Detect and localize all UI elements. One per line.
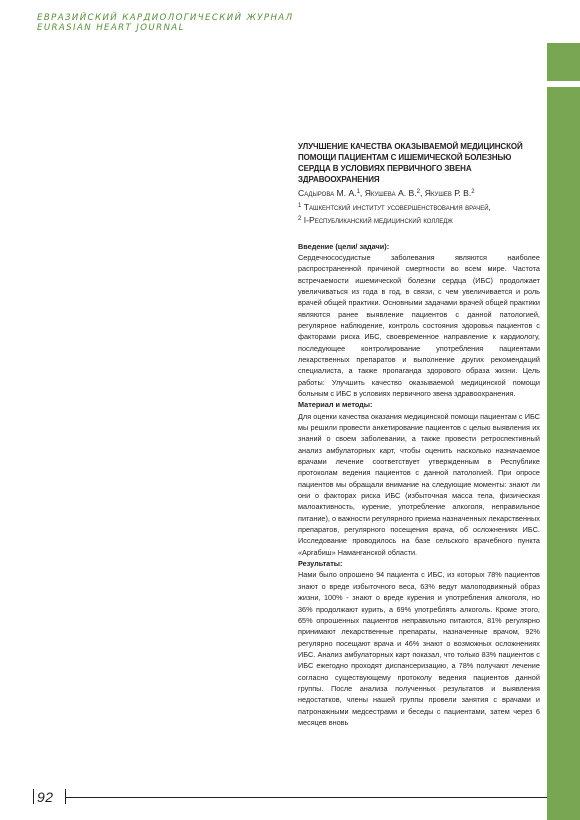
author-name: Садырова М. А. bbox=[298, 188, 357, 198]
affiliation bbox=[298, 215, 540, 227]
section-heading-methods: Материал и методы: bbox=[298, 400, 373, 410]
section-text-introduction: Сердечнососудистые заболевания являются наиболее распространенной причиной смертности во всем мире. Частота встречаемости ишемической болезни сердца (ИБС) продолжает увеличиваться из года в год, в связи, с чем увеличивается и роль врачей общей практики. Основными задачами врачей общей практики являются ранее выявление пациентов с данной патологией, регулярное наблюдение, контроль состояния здоровья пациентов с факторами риска ИБС, своевременное направление к кардиологу, последующее контролирование употребления пациентами лекарственных препаратов и выполнение других рекомендаций специалиста, а также пропаганда здорового образа жизни. Цель работы: Улучшить качество оказываемой медицинской помощи больным с ИБС в условиях первичного звена здравоохранения. bbox=[298, 252, 540, 398]
author-sup: 2 bbox=[471, 189, 475, 195]
affiliation-text: I-Республиканский медицинский колледж bbox=[303, 215, 453, 225]
section-text-methods: Для оценки качества оказания медицинской помощи пациентам с ИБС мы решили провести анкетирование пациентов с целью выявления их знаний о своем заболевании, а также провести ретроспективный анализ амбулаторных карт, чтобы оценить насколько назначаемое врачами лечение соответствует утвержденным в Республике протоколам ведения пациентов с данной патологией. При опросе пациентов мы обращали внимание на следующие моменты: знают ли они о факторах риска ИБС (избыточная масса тела, физическая малоактивность, курение, употребление алкоголя, неправильное питание), о важности регулярного приема назначенных лекарственных препаратов, регулярного посещения врача, об осложнениях ИБС. Исследование проводилось на базе сельского врачебного пункта «Аргабиш» Наманганской области. bbox=[298, 411, 540, 557]
side-bar-marker bbox=[547, 81, 580, 87]
section-text-results: Нами было опрошено 94 пациента с ИБС, из которых 78% пациентов знают о вреде избыточного веса, 63% ведут малоподвижный образ жизни, 100% - знают о вреде курения и употребления алкоголя, но 36% продолжают курить, а 69% употреблять алкоголь. Кроме этого, 65% опрошенных пациентов неправильно питаются, 81% регулярно принимают лекарственные препараты, назначенные врачом, 92% регулярно посещают врача и 46% знают о возможных осложнениях ИБС. Анализ амбулаторных карт показал, что только 83% пациентов с ИБС ежегодно проходят диспансеризацию, а 78% получают лечение согласно существующему протоколу ведения пациентов данной группы. После анализа полученных результатов и выявления недостатков, члены нашей группы провели занятия с врачами и патронажными медсестрами и беседы с пациентами, затем через 6 месяцев вновь bbox=[298, 570, 540, 727]
journal-header bbox=[37, 13, 293, 33]
side-color-bar bbox=[547, 43, 580, 820]
author-name: Якушев Р. В. bbox=[424, 188, 472, 198]
section-heading-introduction: Введение (цели/ задачи): bbox=[298, 241, 390, 251]
article-title: УЛУЧШЕНИЕ КАЧЕСТВА ОКАЗЫВАЕМОЙ МЕДИЦИНСКОЙ ПОМОЩИ ПАЦИЕНТАМ С ИШЕМИЧЕСКОЙ БОЛЕЗНЬЮ СЕРДЦА В УСЛОВИЯХ ПЕРВИЧНОГО ЗВЕНА ЗДРАВООХРАНЕНИЯ bbox=[298, 141, 523, 184]
author-sup: 2 bbox=[416, 189, 420, 195]
footer-left-tick bbox=[33, 789, 34, 804]
affiliation-sup: 1 bbox=[298, 202, 302, 209]
article bbox=[298, 141, 540, 728]
section-heading-results: Результаты: bbox=[298, 559, 343, 569]
author-list: Садырова М. А.$^1$, Якушева А. В.$^2$, Якушев Р. В.$^2$ bbox=[298, 188, 475, 198]
author-sup: 1 bbox=[356, 189, 360, 195]
journal-title-ru: ЕВРАЗИЙСКИЙ КАРДИОЛОГИЧЕСКИЙ ЖУРНАЛ bbox=[37, 13, 294, 23]
affiliation-sup: 2 bbox=[298, 216, 302, 222]
footer-rule bbox=[65, 797, 547, 798]
page-number: 92 bbox=[37, 789, 54, 805]
journal-title-en: EURASIAN HEART JOURNAL bbox=[37, 23, 185, 33]
affiliation-text: Ташкентский институт усовершенствования врачей, bbox=[303, 201, 491, 212]
author-name: Якушева А. В. bbox=[364, 188, 417, 198]
article-body bbox=[298, 241, 540, 729]
affiliation bbox=[298, 202, 540, 214]
